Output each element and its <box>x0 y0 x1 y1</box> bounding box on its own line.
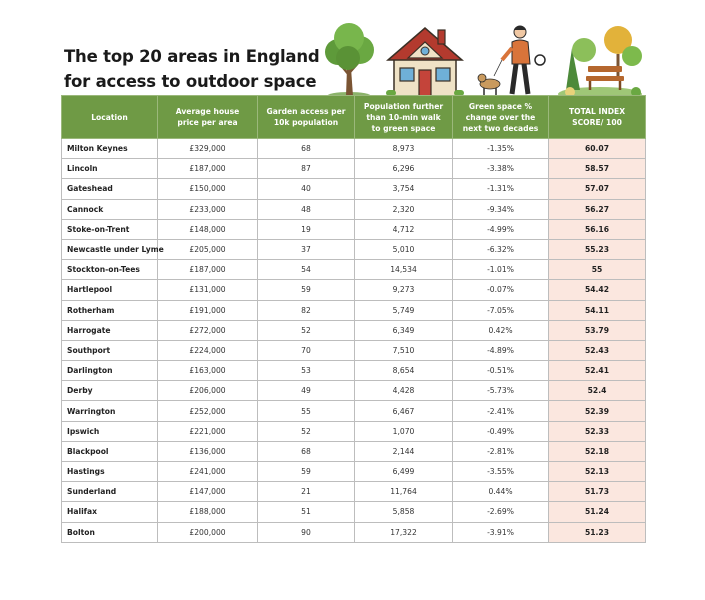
total-score-cell: 52.18 <box>549 441 646 461</box>
page-title: The top 20 areas in England for access to outdoor space <box>64 47 320 91</box>
population-cell: 6,349 <box>355 320 453 340</box>
population-cell: 6,296 <box>355 159 453 179</box>
total-score-cell: 54.11 <box>549 300 646 320</box>
location-cell: Stockton-on-Tees <box>62 260 158 280</box>
total-score-cell: 51.24 <box>549 502 646 522</box>
house-price-cell: £221,000 <box>158 421 258 441</box>
garden-access-cell: 82 <box>258 300 355 320</box>
table-row <box>62 320 646 340</box>
table-row <box>62 139 646 159</box>
total-score-cell: 60.07 <box>549 139 646 159</box>
population-cell: 7,510 <box>355 340 453 360</box>
column-header-green-space-change: Green space % change over the next two decades <box>453 96 549 139</box>
column-header-total-score: TOTAL INDEX SCORE/ 100 <box>549 96 646 139</box>
population-cell: 9,273 <box>355 280 453 300</box>
total-score-cell: 53.79 <box>549 320 646 340</box>
house-price-cell: £187,000 <box>158 159 258 179</box>
green-space-change-cell: 0.42% <box>453 320 549 340</box>
garden-access-cell: 21 <box>258 482 355 502</box>
green-space-change-cell: -2.41% <box>453 401 549 421</box>
population-cell: 8,973 <box>355 139 453 159</box>
house-price-cell: £272,000 <box>158 320 258 340</box>
park-bench-illustration <box>556 20 644 100</box>
table-row <box>62 462 646 482</box>
table-header-row <box>62 96 646 139</box>
total-score-cell: 52.13 <box>549 462 646 482</box>
house-price-cell: £188,000 <box>158 502 258 522</box>
population-cell: 4,428 <box>355 381 453 401</box>
garden-access-cell: 90 <box>258 522 355 542</box>
total-score-cell: 58.57 <box>549 159 646 179</box>
house-price-cell: £150,000 <box>158 179 258 199</box>
tree-illustration <box>318 20 380 100</box>
column-header-garden-access: Garden access per 10k population <box>258 96 355 139</box>
location-cell: Darlington <box>62 361 158 381</box>
location-cell: Sunderland <box>62 482 158 502</box>
population-cell: 2,144 <box>355 441 453 461</box>
total-score-cell: 54.42 <box>549 280 646 300</box>
location-cell: Cannock <box>62 199 158 219</box>
table-row <box>62 280 646 300</box>
table-row <box>62 502 646 522</box>
location-cell: Ipswich <box>62 421 158 441</box>
location-cell: Hastings <box>62 462 158 482</box>
location-cell: Harrogate <box>62 320 158 340</box>
garden-access-cell: 54 <box>258 260 355 280</box>
garden-access-cell: 51 <box>258 502 355 522</box>
population-cell: 17,322 <box>355 522 453 542</box>
green-space-change-cell: -0.51% <box>453 361 549 381</box>
location-cell: Milton Keynes <box>62 139 158 159</box>
location-cell: Gateshead <box>62 179 158 199</box>
location-cell: Bolton <box>62 522 158 542</box>
house-price-cell: £131,000 <box>158 280 258 300</box>
population-cell: 2,320 <box>355 199 453 219</box>
garden-access-cell: 48 <box>258 199 355 219</box>
table-row <box>62 482 646 502</box>
house-price-cell: £241,000 <box>158 462 258 482</box>
location-cell: Newcastle under Lyme <box>62 239 158 259</box>
green-space-change-cell: -0.49% <box>453 421 549 441</box>
location-cell: Blackpool <box>62 441 158 461</box>
garden-access-cell: 70 <box>258 340 355 360</box>
total-score-cell: 57.07 <box>549 179 646 199</box>
garden-access-cell: 52 <box>258 320 355 340</box>
table-row <box>62 260 646 280</box>
population-cell: 6,499 <box>355 462 453 482</box>
population-cell: 5,010 <box>355 239 453 259</box>
house-price-cell: £206,000 <box>158 381 258 401</box>
total-score-cell: 55 <box>549 260 646 280</box>
table-row <box>62 361 646 381</box>
garden-access-cell: 19 <box>258 219 355 239</box>
green-space-change-cell: -1.31% <box>453 179 549 199</box>
total-score-cell: 52.33 <box>549 421 646 441</box>
green-space-change-cell: -0.07% <box>453 280 549 300</box>
location-cell: Rotherham <box>62 300 158 320</box>
population-cell: 14,534 <box>355 260 453 280</box>
total-score-cell: 51.73 <box>549 482 646 502</box>
total-score-cell: 52.43 <box>549 340 646 360</box>
house-price-cell: £147,000 <box>158 482 258 502</box>
population-cell: 8,654 <box>355 361 453 381</box>
garden-access-cell: 68 <box>258 139 355 159</box>
house-price-cell: £252,000 <box>158 401 258 421</box>
column-header-house-price: Average house price per area <box>158 96 258 139</box>
green-space-change-cell: -3.38% <box>453 159 549 179</box>
total-score-cell: 56.16 <box>549 219 646 239</box>
total-score-cell: 51.23 <box>549 522 646 542</box>
table-row <box>62 219 646 239</box>
house-price-cell: £200,000 <box>158 522 258 542</box>
total-score-cell: 56.27 <box>549 199 646 219</box>
total-score-cell: 52.41 <box>549 361 646 381</box>
table-row <box>62 159 646 179</box>
table-row <box>62 441 646 461</box>
population-cell: 4,712 <box>355 219 453 239</box>
population-cell: 5,858 <box>355 502 453 522</box>
green-space-change-cell: -2.81% <box>453 441 549 461</box>
total-score-cell: 52.4 <box>549 381 646 401</box>
house-price-cell: £224,000 <box>158 340 258 360</box>
house-price-cell: £233,000 <box>158 199 258 219</box>
garden-access-cell: 40 <box>258 179 355 199</box>
table-row <box>62 300 646 320</box>
garden-access-cell: 55 <box>258 401 355 421</box>
location-cell: Hartlepool <box>62 280 158 300</box>
green-space-change-cell: -7.05% <box>453 300 549 320</box>
population-cell: 5,749 <box>355 300 453 320</box>
green-space-change-cell: -9.34% <box>453 199 549 219</box>
table-row <box>62 340 646 360</box>
column-header-location: Location <box>62 96 158 139</box>
total-score-cell: 52.39 <box>549 401 646 421</box>
population-cell: 11,764 <box>355 482 453 502</box>
population-cell: 1,070 <box>355 421 453 441</box>
green-space-change-cell: -2.69% <box>453 502 549 522</box>
location-cell: Warrington <box>62 401 158 421</box>
table-row <box>62 239 646 259</box>
green-space-change-cell: -4.99% <box>453 219 549 239</box>
dog-walker-illustration <box>476 20 550 100</box>
garden-access-cell: 37 <box>258 239 355 259</box>
green-space-change-cell: -1.01% <box>453 260 549 280</box>
population-cell: 6,467 <box>355 401 453 421</box>
green-space-change-cell: -1.35% <box>453 139 549 159</box>
house-price-cell: £163,000 <box>158 361 258 381</box>
green-space-change-cell: -4.89% <box>453 340 549 360</box>
garden-access-cell: 68 <box>258 441 355 461</box>
green-space-change-cell: -6.32% <box>453 239 549 259</box>
garden-access-cell: 49 <box>258 381 355 401</box>
garden-access-cell: 59 <box>258 462 355 482</box>
garden-access-cell: 59 <box>258 280 355 300</box>
total-score-cell: 55.23 <box>549 239 646 259</box>
table-row <box>62 179 646 199</box>
table-row <box>62 401 646 421</box>
house-price-cell: £191,000 <box>158 300 258 320</box>
house-price-cell: £136,000 <box>158 441 258 461</box>
house-price-cell: £205,000 <box>158 239 258 259</box>
garden-access-cell: 52 <box>258 421 355 441</box>
population-cell: 3,754 <box>355 179 453 199</box>
table-row <box>62 421 646 441</box>
house-price-cell: £148,000 <box>158 219 258 239</box>
table-row <box>62 381 646 401</box>
location-cell: Derby <box>62 381 158 401</box>
location-cell: Halifax <box>62 502 158 522</box>
table-row <box>62 199 646 219</box>
table-row <box>62 522 646 542</box>
ranking-table <box>61 95 646 543</box>
house-illustration <box>384 20 466 100</box>
green-space-change-cell: -3.55% <box>453 462 549 482</box>
green-space-change-cell: -3.91% <box>453 522 549 542</box>
garden-access-cell: 53 <box>258 361 355 381</box>
green-space-change-cell: 0.44% <box>453 482 549 502</box>
green-space-change-cell: -5.73% <box>453 381 549 401</box>
house-price-cell: £187,000 <box>158 260 258 280</box>
location-cell: Stoke-on-Trent <box>62 219 158 239</box>
location-cell: Southport <box>62 340 158 360</box>
column-header-population-walk: Population further than 10-min walk to green space <box>355 96 453 139</box>
house-price-cell: £329,000 <box>158 139 258 159</box>
garden-access-cell: 87 <box>258 159 355 179</box>
location-cell: Lincoln <box>62 159 158 179</box>
